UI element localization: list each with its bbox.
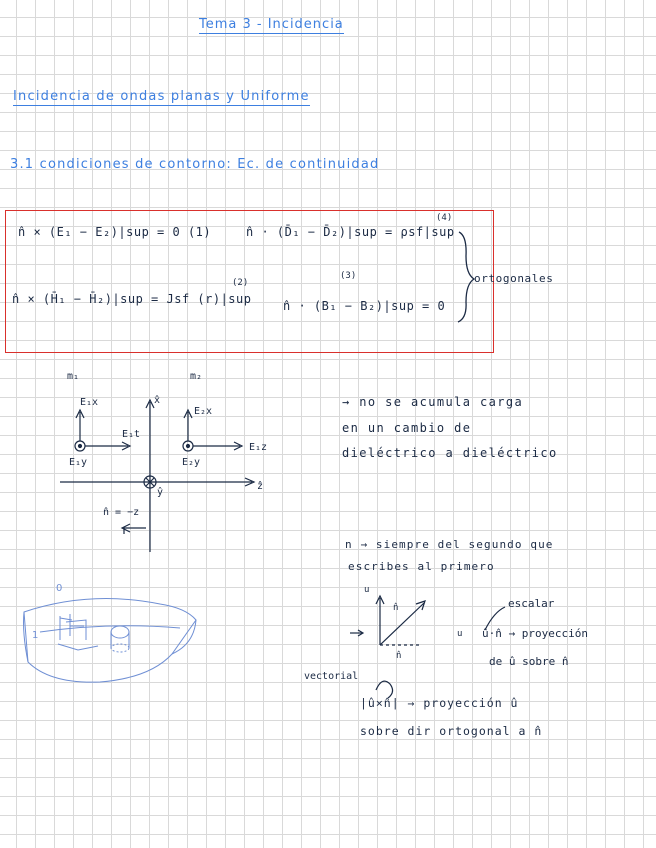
equation-1: n̂ × (E₁ − E₂)|sup = 0 (1)	[18, 225, 212, 239]
vector-u2-label: u	[457, 629, 463, 639]
sketch-label-1: 1	[32, 630, 39, 641]
curly-brace	[458, 232, 474, 322]
vector-projection-line-1: |û×n̂| → proyección û	[360, 696, 519, 710]
normal-note-line-2: escribes al primero	[348, 560, 495, 573]
vectorial-label: vectorial	[304, 671, 359, 682]
vector-n2-label: n̂	[396, 651, 402, 661]
normal-note-line-1: n → siempre del segundo que	[345, 538, 554, 551]
normal-label: n̂ = −z	[103, 507, 140, 518]
page-title: Tema 3 - Incidencia	[199, 17, 344, 32]
e2z-label: E₁z	[249, 442, 268, 453]
y-axis-label: ŷ	[157, 487, 164, 498]
section-heading: 3.1 condiciones de contorno: Ec. de continuidad	[10, 157, 380, 172]
equation-3: n̂ × (H̄₁ − H̄₂)|sup = Jsf (r)|sup	[12, 292, 252, 306]
e2x-label: E₂x	[194, 406, 213, 417]
charge-note-line-3: dieléctrico a dieléctrico	[342, 446, 558, 460]
slab-sketch	[24, 599, 197, 683]
vector-projection-line-2: sobre dir ortogonal a n̂	[360, 724, 543, 738]
vector-u-label: u	[364, 585, 370, 595]
medium-1-label: m₁	[67, 371, 80, 382]
charge-note-line-1: → no se acumula carga	[342, 395, 524, 409]
equation-3-number: (2)	[232, 278, 249, 288]
equation-4: n̂ · (B₁ − B₂)|sup = 0	[283, 299, 446, 313]
subtitle: Incidencia de ondas planas y Uniforme	[13, 89, 310, 104]
e1y-label: E₁y	[69, 457, 88, 468]
equation-4-number: (3)	[340, 271, 357, 281]
z-axis-label: ẑ	[257, 481, 264, 492]
medium-2-label: m₂	[190, 371, 203, 382]
brace-label: ortogonales	[474, 272, 554, 285]
equation-2-number: (4)	[436, 213, 453, 223]
x-axis-label: x̂	[154, 395, 161, 406]
sketch-label-0: 0	[56, 583, 63, 594]
e2y-label: E₂y	[182, 457, 201, 468]
vector-n-label: n̂	[393, 603, 399, 613]
e1x-label: E₁x	[80, 397, 99, 408]
equation-2: n̂ · (D̄₁ − D̄₂)|sup = ρsf|sup	[246, 225, 455, 239]
escalar-label: escalar	[508, 597, 555, 610]
projection-text-2: de û sobre n̂	[489, 655, 569, 668]
projection-text-1: û·n̂ → proyección	[482, 627, 588, 640]
e1t-label: E₁t	[122, 429, 141, 440]
charge-note-line-2: en un cambio de	[342, 421, 472, 435]
